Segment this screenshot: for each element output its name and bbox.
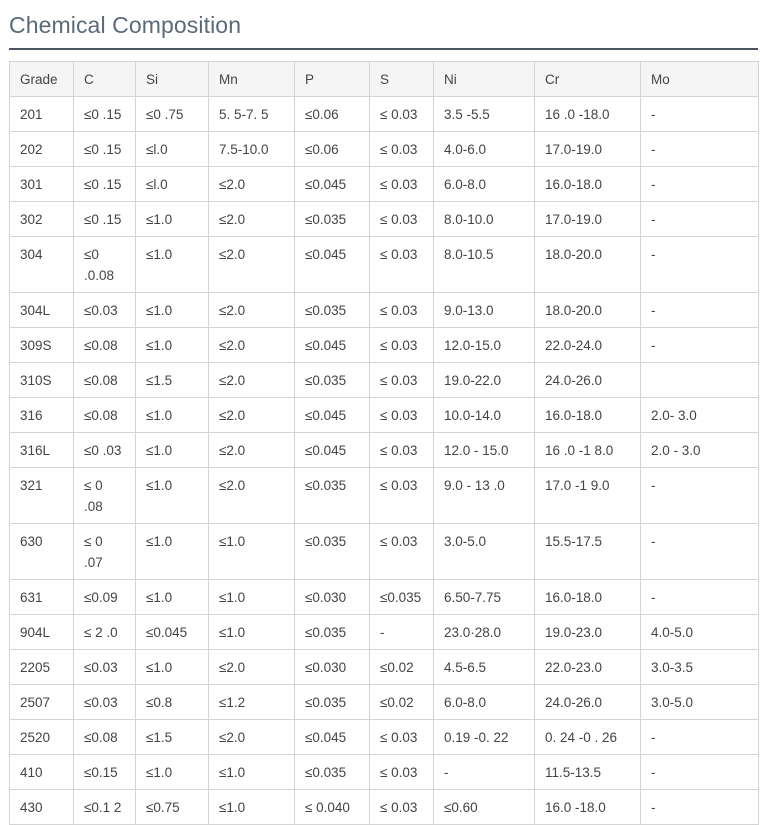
column-header: Cr <box>535 62 641 97</box>
composition-cell: - <box>641 468 759 524</box>
composition-cell: ≤ 0.03 <box>370 328 434 363</box>
composition-cell: ≤0 .75 <box>136 97 209 132</box>
composition-table <box>9 61 759 825</box>
composition-cell: ≤1.5 <box>136 720 209 755</box>
composition-cell: ≤0 .15 <box>74 202 136 237</box>
table-row <box>10 790 759 825</box>
grade-cell: 2507 <box>10 685 74 720</box>
composition-cell: ≤0.035 <box>295 615 370 650</box>
composition-cell: ≤1.0 <box>136 328 209 363</box>
composition-cell: ≤ 0.03 <box>370 237 434 293</box>
grade-cell: 202 <box>10 132 74 167</box>
composition-cell: 3.0-5.0 <box>641 685 759 720</box>
composition-cell: - <box>641 328 759 363</box>
table-body <box>10 97 759 825</box>
composition-cell: 10.0-14.0 <box>434 398 535 433</box>
composition-cell: ≤0.045 <box>136 615 209 650</box>
composition-cell: 16 .0 -18.0 <box>535 97 641 132</box>
grade-cell: 302 <box>10 202 74 237</box>
composition-cell: ≤ 0.040 <box>295 790 370 825</box>
page-title: Chemical Composition <box>9 12 242 38</box>
table-row <box>10 328 759 363</box>
composition-cell: 16 .0 -1 8.0 <box>535 433 641 468</box>
composition-cell: ≤0.09 <box>74 580 136 615</box>
grade-cell: 430 <box>10 790 74 825</box>
composition-cell: ≤0.03 <box>74 293 136 328</box>
column-header: Mn <box>209 62 295 97</box>
composition-cell: ≤ 0 .08 <box>74 468 136 524</box>
composition-cell: 19.0-23.0 <box>535 615 641 650</box>
composition-cell: ≤2.0 <box>209 468 295 524</box>
table-row <box>10 580 759 615</box>
composition-cell: ≤0.035 <box>295 755 370 790</box>
grade-cell: 2520 <box>10 720 74 755</box>
composition-cell: ≤1.0 <box>136 202 209 237</box>
composition-cell: 15.5-17.5 <box>535 524 641 580</box>
composition-cell: ≤1.0 <box>136 755 209 790</box>
composition-cell: ≤1.0 <box>209 790 295 825</box>
table-row <box>10 167 759 202</box>
composition-cell: ≤0.03 <box>74 685 136 720</box>
grade-cell: 304L <box>10 293 74 328</box>
composition-cell: 5. 5-7. 5 <box>209 97 295 132</box>
composition-cell: ≤0 .15 <box>74 132 136 167</box>
composition-cell: 22.0-24.0 <box>535 328 641 363</box>
table-row <box>10 433 759 468</box>
table-row <box>10 363 759 398</box>
grade-cell: 309S <box>10 328 74 363</box>
composition-cell: ≤2.0 <box>209 237 295 293</box>
composition-cell: ≤0.035 <box>295 363 370 398</box>
composition-cell: - <box>641 202 759 237</box>
composition-cell: ≤1.0 <box>209 524 295 580</box>
composition-cell: ≤1.2 <box>209 685 295 720</box>
composition-cell: ≤1.0 <box>136 524 209 580</box>
composition-cell: 24.0-26.0 <box>535 363 641 398</box>
composition-cell: 6.0-8.0 <box>434 167 535 202</box>
composition-cell: ≤0.08 <box>74 328 136 363</box>
grade-cell: 304 <box>10 237 74 293</box>
composition-cell: ≤1.0 <box>136 293 209 328</box>
composition-cell: 19.0-22.0 <box>434 363 535 398</box>
composition-cell: ≤0.035 <box>295 202 370 237</box>
composition-cell: ≤ 0.03 <box>370 167 434 202</box>
composition-cell: ≤0 .15 <box>74 97 136 132</box>
composition-cell: ≤0.06 <box>295 97 370 132</box>
composition-cell: ≤0.03 <box>74 650 136 685</box>
composition-cell: 8.0-10.0 <box>434 202 535 237</box>
composition-cell: ≤0.045 <box>295 328 370 363</box>
composition-cell: ≤ 0.03 <box>370 398 434 433</box>
table-row <box>10 685 759 720</box>
composition-cell: ≤ 0.03 <box>370 755 434 790</box>
composition-cell: ≤1.0 <box>136 433 209 468</box>
composition-cell: ≤1.0 <box>136 237 209 293</box>
column-header: Grade <box>10 62 74 97</box>
composition-cell: - <box>641 790 759 825</box>
composition-cell: 4.5-6.5 <box>434 650 535 685</box>
composition-cell: 8.0-10.5 <box>434 237 535 293</box>
table-row <box>10 132 759 167</box>
composition-cell: ≤ 2 .0 <box>74 615 136 650</box>
grade-cell: 410 <box>10 755 74 790</box>
column-header: P <box>295 62 370 97</box>
composition-cell: ≤1.0 <box>209 615 295 650</box>
composition-cell: ≤0.035 <box>295 685 370 720</box>
table-row <box>10 755 759 790</box>
composition-cell: ≤0.045 <box>295 720 370 755</box>
composition-cell: 16.0-18.0 <box>535 580 641 615</box>
grade-cell: 310S <box>10 363 74 398</box>
composition-cell: ≤0.8 <box>136 685 209 720</box>
composition-cell: 23.0·28.0 <box>434 615 535 650</box>
table-row <box>10 650 759 685</box>
composition-cell: 6.0-8.0 <box>434 685 535 720</box>
grade-cell: 904L <box>10 615 74 650</box>
composition-cell: ≤ 0.03 <box>370 720 434 755</box>
column-header: Si <box>136 62 209 97</box>
composition-cell: ≤0 .15 <box>74 167 136 202</box>
composition-cell: ≤2.0 <box>209 328 295 363</box>
composition-cell: 24.0-26.0 <box>535 685 641 720</box>
composition-cell: 17.0-19.0 <box>535 132 641 167</box>
composition-cell: ≤2.0 <box>209 202 295 237</box>
composition-cell: 3.5 -5.5 <box>434 97 535 132</box>
composition-cell: 17.0-19.0 <box>535 202 641 237</box>
composition-cell: ≤0.045 <box>295 237 370 293</box>
composition-cell: 0.19 -0. 22 <box>434 720 535 755</box>
composition-cell: ≤ 0.03 <box>370 97 434 132</box>
column-header: C <box>74 62 136 97</box>
composition-cell: ≤l.0 <box>136 132 209 167</box>
composition-cell: ≤0.60 <box>434 790 535 825</box>
composition-cell: ≤0.02 <box>370 685 434 720</box>
composition-cell: 6.50-7.75 <box>434 580 535 615</box>
table-row <box>10 398 759 433</box>
composition-cell: ≤2.0 <box>209 398 295 433</box>
composition-cell: - <box>641 524 759 580</box>
composition-cell: ≤0.045 <box>295 433 370 468</box>
composition-cell: ≤1.0 <box>209 755 295 790</box>
composition-cell: ≤0.035 <box>295 293 370 328</box>
composition-cell: ≤ 0.03 <box>370 790 434 825</box>
composition-cell: ≤0.045 <box>295 167 370 202</box>
composition-cell: 12.0 - 15.0 <box>434 433 535 468</box>
grade-cell: 631 <box>10 580 74 615</box>
composition-cell: ≤ 0.03 <box>370 293 434 328</box>
composition-cell: 16.0-18.0 <box>535 167 641 202</box>
composition-cell: ≤ 0.03 <box>370 468 434 524</box>
grade-cell: 201 <box>10 97 74 132</box>
composition-cell: ≤0.045 <box>295 398 370 433</box>
composition-cell: ≤1.0 <box>136 580 209 615</box>
grade-cell: 2205 <box>10 650 74 685</box>
composition-cell: 18.0-20.0 <box>535 293 641 328</box>
composition-cell: ≤0.06 <box>295 132 370 167</box>
composition-cell: ≤ 0 .07 <box>74 524 136 580</box>
composition-cell: 18.0-20.0 <box>535 237 641 293</box>
composition-cell: ≤2.0 <box>209 433 295 468</box>
composition-cell: 7.5-10.0 <box>209 132 295 167</box>
composition-cell: ≤2.0 <box>209 363 295 398</box>
title-divider <box>9 48 758 50</box>
table-row <box>10 293 759 328</box>
composition-cell: ≤ 0.03 <box>370 363 434 398</box>
composition-cell: 22.0-23.0 <box>535 650 641 685</box>
composition-cell: - <box>641 720 759 755</box>
composition-cell: ≤2.0 <box>209 293 295 328</box>
table-row <box>10 524 759 580</box>
composition-cell: 16.0-18.0 <box>535 398 641 433</box>
composition-cell: - <box>641 167 759 202</box>
composition-cell: ≤0.030 <box>295 650 370 685</box>
composition-cell: 12.0-15.0 <box>434 328 535 363</box>
composition-cell: ≤1.0 <box>136 650 209 685</box>
composition-cell: 16.0 -18.0 <box>535 790 641 825</box>
grade-cell: 301 <box>10 167 74 202</box>
composition-cell: ≤ 0.03 <box>370 524 434 580</box>
column-header: S <box>370 62 434 97</box>
composition-cell: ≤0.035 <box>370 580 434 615</box>
composition-cell: 2.0- 3.0 <box>641 398 759 433</box>
composition-cell: 9.0-13.0 <box>434 293 535 328</box>
table-row <box>10 720 759 755</box>
composition-cell: ≤0 .0.08 <box>74 237 136 293</box>
table-row <box>10 615 759 650</box>
composition-cell: ≤1.0 <box>136 398 209 433</box>
composition-cell: 17.0 -1 9.0 <box>535 468 641 524</box>
composition-cell: - <box>434 755 535 790</box>
composition-cell: ≤0.08 <box>74 363 136 398</box>
composition-cell: ≤0 .03 <box>74 433 136 468</box>
composition-cell: ≤2.0 <box>209 720 295 755</box>
composition-cell: 3.0-3.5 <box>641 650 759 685</box>
composition-cell: - <box>641 580 759 615</box>
composition-cell: - <box>641 755 759 790</box>
composition-cell: ≤0.08 <box>74 720 136 755</box>
composition-cell: ≤1.0 <box>136 468 209 524</box>
grade-cell: 316L <box>10 433 74 468</box>
composition-cell: ≤0.75 <box>136 790 209 825</box>
table-row <box>10 97 759 132</box>
table-header-row <box>10 62 759 97</box>
composition-cell: 11.5-13.5 <box>535 755 641 790</box>
composition-cell: 2.0 - 3.0 <box>641 433 759 468</box>
composition-cell: ≤0.15 <box>74 755 136 790</box>
grade-cell: 630 <box>10 524 74 580</box>
composition-cell: 0. 24 -0 . 26 <box>535 720 641 755</box>
composition-cell: ≤0.035 <box>295 524 370 580</box>
composition-cell: ≤0.030 <box>295 580 370 615</box>
composition-cell: 4.0-6.0 <box>434 132 535 167</box>
composition-cell: ≤1.0 <box>209 580 295 615</box>
composition-cell: - <box>641 97 759 132</box>
column-header: Ni <box>434 62 535 97</box>
composition-cell: 4.0-5.0 <box>641 615 759 650</box>
composition-cell: ≤2.0 <box>209 650 295 685</box>
composition-cell: - <box>641 293 759 328</box>
composition-cell: - <box>370 615 434 650</box>
table-row <box>10 202 759 237</box>
composition-cell: ≤0.1 2 <box>74 790 136 825</box>
composition-cell: 9.0 - 13 .0 <box>434 468 535 524</box>
composition-cell: ≤0.08 <box>74 398 136 433</box>
composition-cell: ≤l.0 <box>136 167 209 202</box>
composition-cell: - <box>641 237 759 293</box>
composition-cell: ≤ 0.03 <box>370 433 434 468</box>
composition-cell <box>641 363 759 398</box>
composition-cell: ≤ 0.03 <box>370 202 434 237</box>
grade-cell: 316 <box>10 398 74 433</box>
composition-cell: ≤ 0.03 <box>370 132 434 167</box>
composition-cell: ≤1.5 <box>136 363 209 398</box>
composition-cell: 3.0-5.0 <box>434 524 535 580</box>
composition-cell: ≤2.0 <box>209 167 295 202</box>
composition-cell: ≤0.035 <box>295 468 370 524</box>
composition-cell: - <box>641 132 759 167</box>
table-row <box>10 468 759 524</box>
composition-cell: ≤0.02 <box>370 650 434 685</box>
table-row <box>10 237 759 293</box>
column-header: Mo <box>641 62 759 97</box>
grade-cell: 321 <box>10 468 74 524</box>
